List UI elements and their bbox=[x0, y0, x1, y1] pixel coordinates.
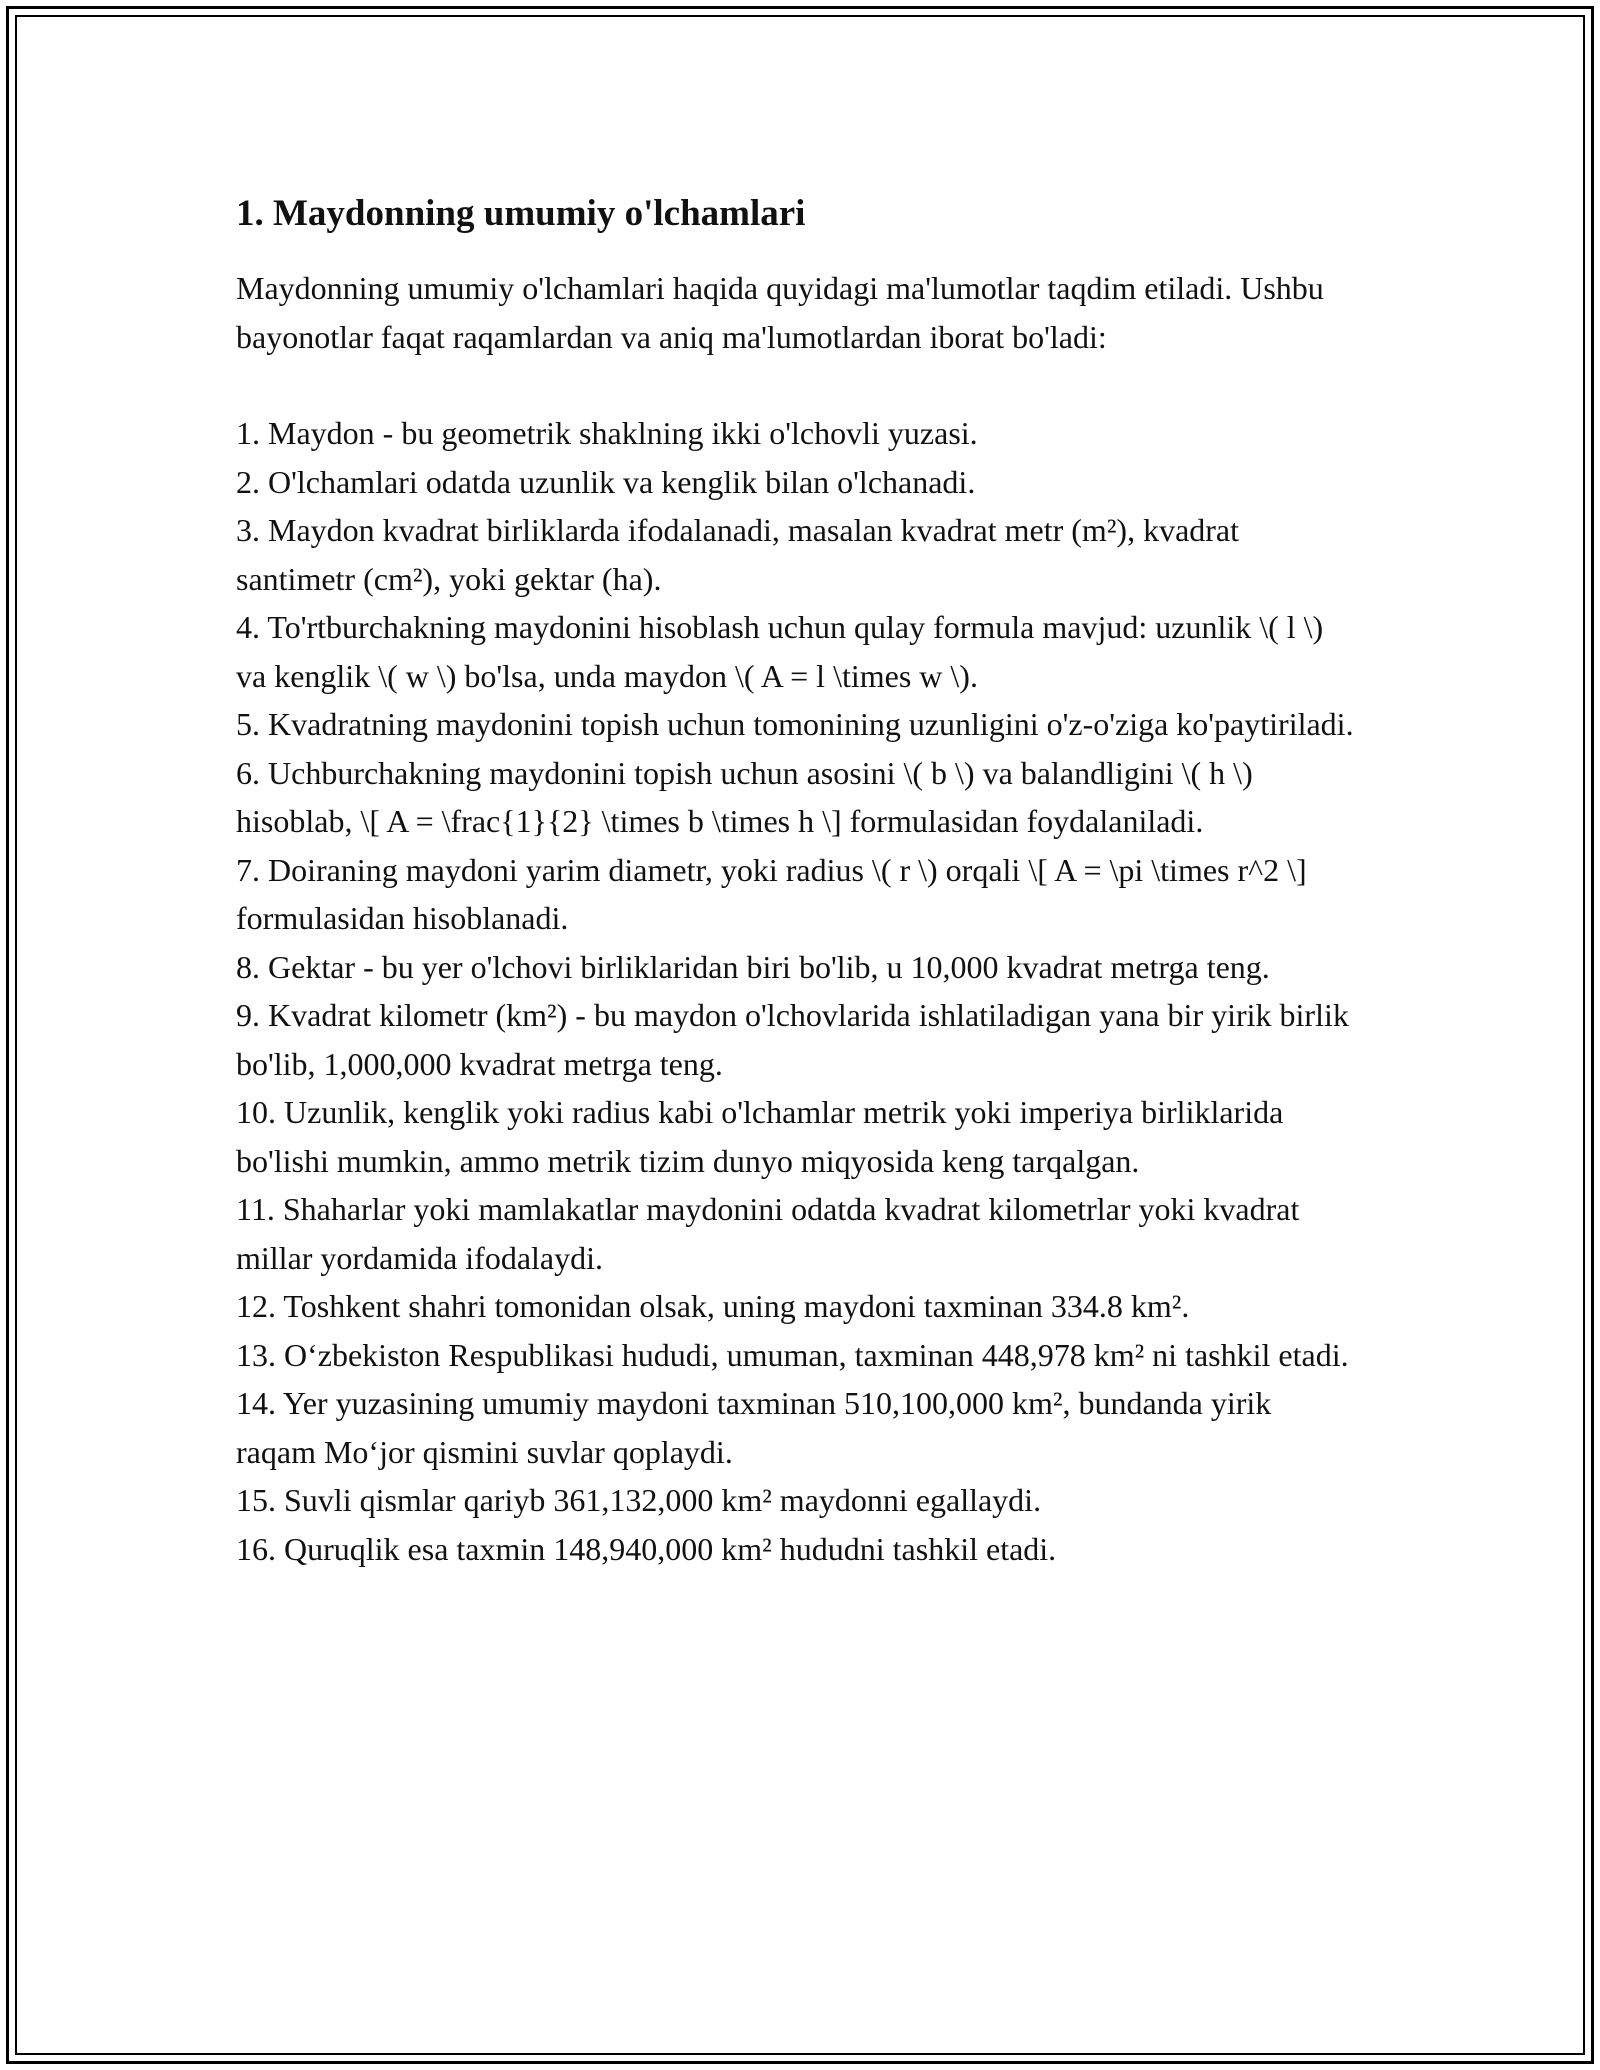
list-item: 14. Yer yuzasining umumiy maydoni taxminan 510,100,000 km², bundanda yirik raqam Mo‘jor qismini suvlar qoplaydi. bbox=[236, 1385, 1272, 1470]
list-item: 7. Doiraning maydoni yarim diametr, yoki radius \( r \) orqali \[ A = \pi \times r^2 \] formulasidan hisoblanadi. bbox=[236, 851, 1307, 936]
list-item: 1. Maydon - bu geometrik shaklning ikki o'lchovli yuzasi. bbox=[236, 415, 978, 451]
list-item: 11. Shaharlar yoki mamlakatlar maydonini odatda kvadrat kilometrlar yoki kvadrat millar yordamida ifodalaydi. bbox=[236, 1191, 1300, 1276]
list-item: 3. Maydon kvadrat birliklarda ifodalanadi, masalan kvadrat metr (m²), kvadrat santimetr (cm²), yoki gektar (ha). bbox=[236, 512, 1240, 597]
list-item: 16. Quruqlik esa taxmin 148,940,000 km² hududni tashkil etadi. bbox=[236, 1530, 1057, 1567]
intro-paragraph: Maydonning umumiy o'lchamlari haqida quyidagi ma'lumotlar taqdim etiladi. Ushbu bayonotlar faqat raqamlardan va aniq ma'lumotlardan iborat bo'ladi: bbox=[236, 270, 1324, 355]
list-item: 2. O'lchamlari odatda uzunlik va kenglik bilan o'lchanadi. bbox=[236, 463, 976, 500]
list-item: 10. Uzunlik, kenglik yoki radius kabi o'lchamlar metrik yoki imperiya birliklarida bo'lishi mumkin, ammo metrik tizim dunyo miqyosida keng tarqalgan. bbox=[236, 1094, 1284, 1179]
list-item: 6. Uchburchakning maydonini topish uchun asosini \( b \) va balandligini \( h \) hisoblab, \[ A = \frac{1}{2} \times b \times h \] formulasidan foydalaniladi. bbox=[236, 754, 1253, 839]
list-item: 9. Kvadrat kilometr (km²) - bu maydon o'lchovlarida ishlatiladigan yana bir yirik birlik bo'lib, 1,000,000 kvadrat metrga teng. bbox=[236, 997, 1349, 1082]
facts-list bbox=[236, 409, 1356, 1573]
list-item: 15. Suvli qismlar qariyb 361,132,000 km² maydonni egallaydi. bbox=[236, 1482, 1042, 1518]
section-heading: 1. Maydonning umumiy o'lchamlari bbox=[236, 193, 806, 234]
list-item: 12. Toshkent shahri tomonidan olsak, uning maydoni taxminan 334.8 km². bbox=[236, 1288, 1190, 1324]
document-body bbox=[236, 186, 1356, 1573]
list-item: 5. Kvadratning maydonini topish uchun tomonining uzunligini o'z-o'ziga ko'paytiriladi. bbox=[236, 706, 1354, 742]
list-item: 4. To'rtburchakning maydonini hisoblash uchun qulay formula mavjud: uzunlik \( l \) va kenglik \( w \) bo'lsa, unda maydon \( A = l \times w \). bbox=[236, 609, 1324, 694]
list-item: 13. O‘zbekiston Respublikasi hududi, umuman, taxminan 448,978 km² ni tashkil etadi. bbox=[236, 1336, 1349, 1373]
list-item: 8. Gektar - bu yer o'lchovi birliklaridan biri bo'lib, u 10,000 kvadrat metrga teng. bbox=[236, 948, 1270, 985]
